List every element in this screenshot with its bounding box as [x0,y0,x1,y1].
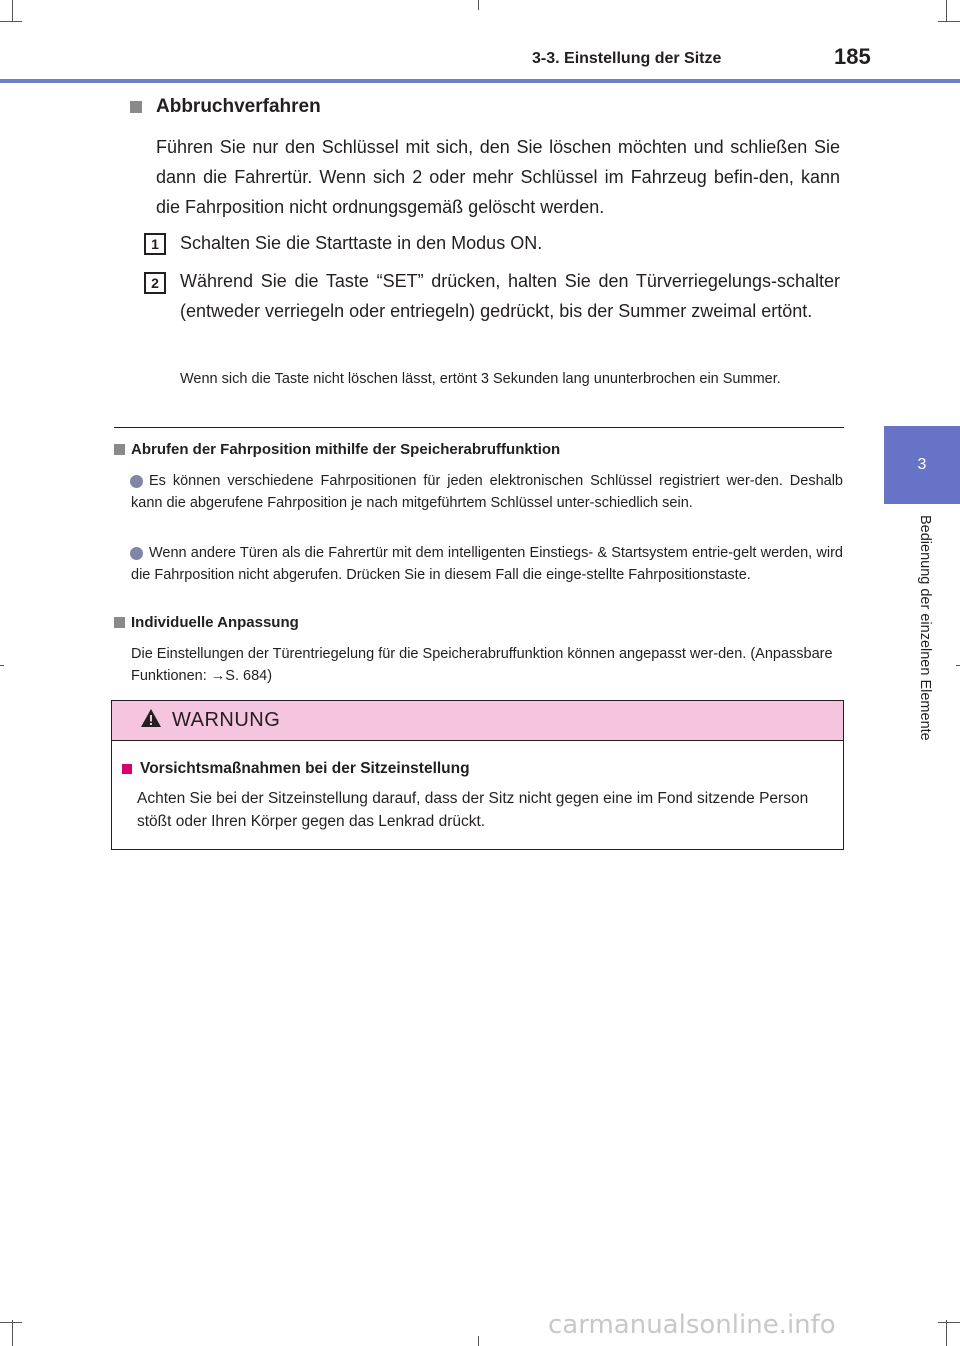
list-item [131,542,843,586]
square-bullet-icon [114,444,125,455]
warning-text: Achten Sie bei der Sitzeinstellung darauf, dass der Sitz nicht gegen eine im Fond sitzende Person stößt oder Ihren Körper gegen das Lenkrad drückt. [137,790,809,830]
header-rule [0,79,960,83]
chapter-number: 3 [917,456,927,473]
crop-mark [946,0,947,22]
square-bullet-icon [130,101,142,113]
recall-heading-text: Abrufen der Fahrposition mithilfe der Speicherabruffunktion [131,441,561,458]
watermark-logo: carmanualsonline.info [548,1310,836,1340]
section-heading-text: Abbruchverfahren [156,96,321,117]
crop-mark [956,665,960,666]
chapter-title: Bedienung der einzelnen Elemente [917,515,933,741]
crop-mark [0,1322,22,1323]
step-number-badge: 1 [144,233,166,255]
list-item-text: Es können verschiedene Fahrpositionen für jeden elektronischen Schlüssel registriert wer-den. Deshalb kann die abgerufene Fahrposition je nach mitgeführtem Schlüssel unter-schiedlich sein. [131,473,843,511]
step-text: Während Sie die Taste “SET” drücken, halten Sie den Türverriegelungs-schalter (entweder verriegeln oder entriegeln) gedrückt, bis der Summer zweimal ertönt. [180,271,840,321]
step-note: Wenn sich die Taste nicht löschen lässt, ertönt 3 Sekunden lang ununterbrochen ein Summer. [180,371,781,387]
crop-mark [938,1322,960,1323]
warning-subheading-text: Vorsichtsmaßnahmen bei der Sitzeinstellung [140,760,470,777]
crop-mark [0,665,4,666]
bullet-dot-icon [130,475,143,488]
warning-header [112,701,843,741]
warning-box [111,700,844,850]
step-text: Schalten Sie die Starttaste in den Modus ON. [180,233,543,253]
section-divider [114,427,844,428]
crop-mark [0,21,22,22]
crop-mark [478,0,479,10]
crop-mark [946,1320,947,1346]
list-item-text: Wenn andere Türen als die Fahrertür mit dem intelligenten Einstiegs- & Startsystem entrie-gelt werden, wird die Fahrposition nicht abgerufen. Drücken Sie in diesem Fall die einge-stellte Fahrpositionstaste. [131,545,843,583]
chapter-tab [884,426,960,504]
square-bullet-icon [114,617,125,628]
list-item [131,470,843,514]
crop-mark [938,21,960,22]
crop-mark [12,1320,13,1346]
bullet-dot-icon [130,547,143,560]
section-heading [130,96,321,118]
custom-text: Die Einstellungen der Türentriegelung für die Speicherabruffunktion können angepasst wer-den. (Anpassbare Funktionen: →S. 684) [131,646,833,684]
intro-paragraph: Führen Sie nur den Schlüssel mit sich, den Sie löschen möchten und schließen Sie dann die Fahrertür. Wenn sich 2 oder mehr Schlüssel im Fahrzeug befin-den, kann die Fahrposition nicht ordnungsgemäß gelöscht werden. [156,137,840,217]
warning-subheading [122,760,470,778]
header-section-title: 3-3. Einstellung der Sitze [532,50,722,67]
custom-heading [114,614,299,631]
recall-heading [114,441,560,458]
warning-triangle-icon [140,708,162,733]
step-number-badge: 2 [144,272,166,294]
custom-heading-text: Individuelle Anpassung [131,614,299,631]
warning-title: WARNUNG [172,709,281,731]
crop-mark [12,0,13,22]
page-number: 185 [834,44,871,69]
square-bullet-icon [122,764,132,774]
crop-mark [478,1336,479,1346]
